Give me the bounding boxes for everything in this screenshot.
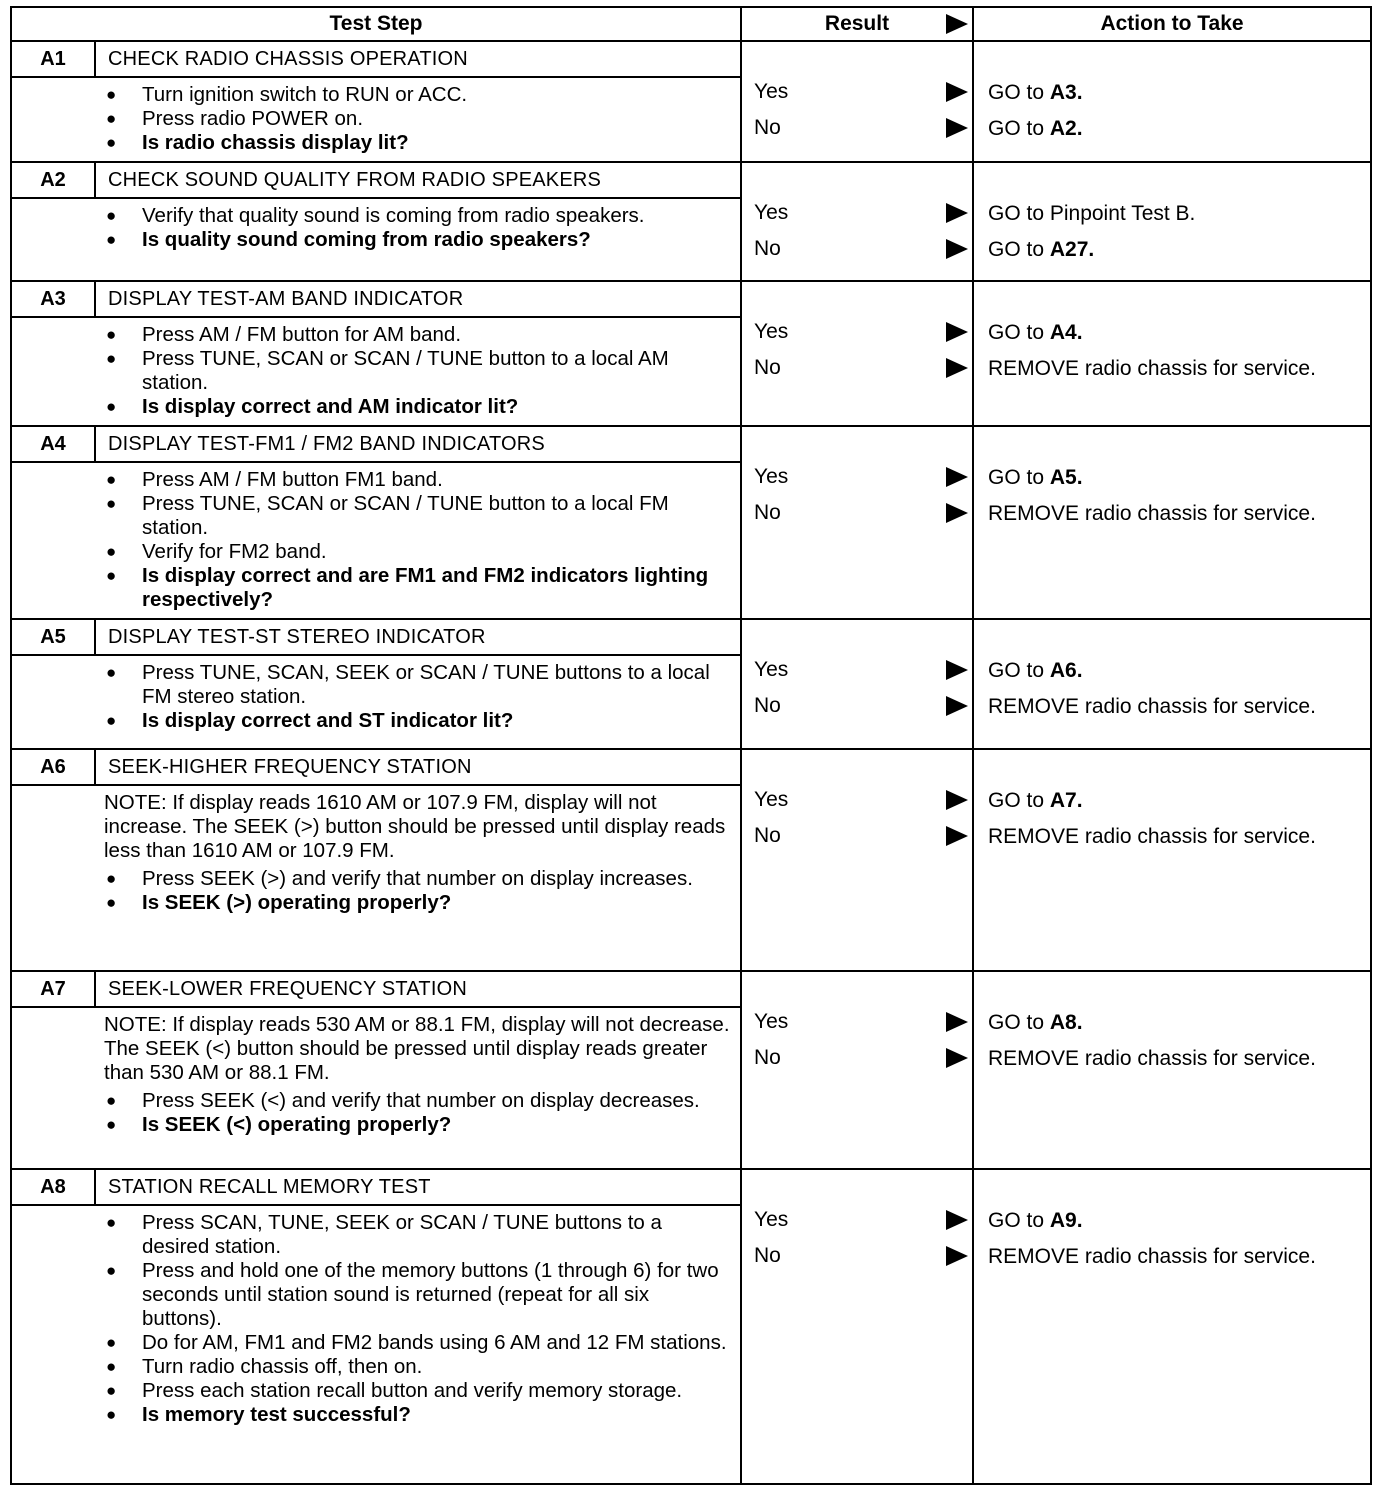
arrow-right-icon <box>946 239 968 259</box>
arrow-right-icon <box>946 14 968 34</box>
step-note: NOTE: If display reads 1610 AM or 107.9 FM, display will not increase. The SEEK (>) button should be pressed until display reads less than 1610 AM or 107.9 FM. <box>104 791 726 862</box>
action-cell <box>973 426 1371 619</box>
table-row <box>11 41 1371 162</box>
action-text: GO to <box>988 81 1050 104</box>
table-row <box>11 749 1371 971</box>
result-yes: Yes <box>754 1010 789 1033</box>
step-body <box>12 1206 740 1433</box>
step-id: A5 <box>12 620 96 654</box>
arrow-right-icon <box>946 1246 968 1266</box>
step-title: CHECK RADIO CHASSIS OPERATION <box>108 48 468 70</box>
bullet-item: ● Press TUNE, SCAN or SCAN / TUNE button to a local AM station. <box>104 347 730 395</box>
arrow-right-icon <box>946 1048 968 1068</box>
action-text: GO to <box>988 789 1050 812</box>
bullet-item: ● Press TUNE, SCAN, SEEK or SCAN / TUNE buttons to a local FM stereo station. <box>104 661 730 709</box>
test-step-cell <box>11 971 741 1169</box>
action-text: REMOVE radio chassis for service. <box>988 825 1316 848</box>
step-title: CHECK SOUND QUALITY FROM RADIO SPEAKERS <box>108 169 602 191</box>
header-result-label: Result <box>824 12 890 35</box>
result-cell <box>741 1169 973 1484</box>
arrow-right-icon <box>946 1012 968 1032</box>
action-yes <box>988 201 1362 226</box>
arrow-right-icon <box>946 1210 968 1230</box>
action-step-ref: A5. <box>1049 466 1083 489</box>
result-yes: Yes <box>754 788 789 811</box>
action-text: GO to <box>988 1011 1050 1034</box>
action-text: GO to Pinpoint Test B. <box>988 202 1196 225</box>
bullet-question: ● Is quality sound coming from radio speakers? <box>104 228 730 252</box>
test-step-cell <box>11 41 741 162</box>
step-body <box>12 78 740 161</box>
action-yes <box>988 465 1362 490</box>
test-step-cell <box>11 1169 741 1484</box>
arrow-right-icon <box>946 503 968 523</box>
bullet-question: ● Is memory test successful? <box>104 1403 730 1427</box>
bullet-item: ● Do for AM, FM1 and FM2 bands using 6 AM and 12 FM stations. <box>104 1331 730 1355</box>
bullet-list <box>104 1211 730 1427</box>
arrow-right-icon <box>946 790 968 810</box>
step-header <box>12 972 740 1008</box>
bullet-item: ● Press SEEK (<) and verify that number on display decreases. <box>104 1089 730 1113</box>
action-text: GO to <box>988 659 1050 682</box>
result-cell <box>741 426 973 619</box>
table-row <box>11 971 1371 1169</box>
bullet-list <box>104 661 730 733</box>
step-body <box>12 656 740 739</box>
step-header <box>12 427 740 463</box>
result-no: No <box>754 824 781 847</box>
result-no: No <box>754 694 781 717</box>
step-header <box>12 42 740 78</box>
step-title: DISPLAY TEST-FM1 / FM2 BAND INDICATORS <box>108 433 545 455</box>
result-no: No <box>754 237 781 260</box>
step-note: NOTE: If display reads 530 AM or 88.1 FM, display will not decrease. The SEEK (<) button should be pressed until display reads greater than 530 AM or 88.1 FM. <box>104 1013 730 1084</box>
action-text: GO to <box>988 466 1050 489</box>
step-id: A2 <box>12 163 96 197</box>
step-id: A7 <box>12 972 96 1006</box>
result-no: No <box>754 1244 781 1267</box>
arrow-right-icon <box>946 118 968 138</box>
test-step-cell <box>11 281 741 426</box>
action-step-ref: A3. <box>1049 81 1083 104</box>
bullet-list <box>104 204 730 252</box>
step-header <box>12 620 740 656</box>
test-step-cell <box>11 619 741 749</box>
header-result <box>741 7 973 41</box>
arrow-right-icon <box>946 358 968 378</box>
bullet-list <box>104 468 730 612</box>
result-no: No <box>754 501 781 524</box>
action-text: REMOVE radio chassis for service. <box>988 502 1316 525</box>
bullet-question: ● Is display correct and ST indicator lit? <box>104 709 730 733</box>
action-step-ref: A4. <box>1049 321 1083 344</box>
pinpoint-test-table <box>10 6 1372 1485</box>
result-no: No <box>754 1046 781 1069</box>
result-no: No <box>754 356 781 379</box>
action-cell <box>973 162 1371 281</box>
bullet-question: ● Is SEEK (>) operating properly? <box>104 891 730 915</box>
arrow-right-icon <box>946 696 968 716</box>
result-cell <box>741 749 973 971</box>
action-yes <box>988 80 1362 105</box>
header-test-step: Test Step <box>11 7 741 41</box>
action-text: REMOVE radio chassis for service. <box>988 1245 1316 1268</box>
bullet-item: ● Press radio POWER on. <box>104 107 730 131</box>
table-header-row <box>11 7 1371 41</box>
result-no: No <box>754 116 781 139</box>
step-title: SEEK-HIGHER FREQUENCY STATION <box>108 756 472 778</box>
action-yes <box>988 1010 1362 1035</box>
bullet-item: ● Press each station recall button and verify memory storage. <box>104 1379 730 1403</box>
action-no <box>988 116 1362 141</box>
table-row <box>11 426 1371 619</box>
step-body <box>12 786 740 921</box>
arrow-right-icon <box>946 322 968 342</box>
action-text: GO to <box>988 238 1050 261</box>
step-title: DISPLAY TEST-ST STEREO INDICATOR <box>108 626 486 648</box>
step-id: A1 <box>12 42 96 76</box>
test-step-cell <box>11 749 741 971</box>
result-yes: Yes <box>754 465 789 488</box>
step-body <box>12 318 740 425</box>
action-text: REMOVE radio chassis for service. <box>988 1047 1316 1070</box>
result-yes: Yes <box>754 80 789 103</box>
action-no <box>988 501 1362 526</box>
step-id: A6 <box>12 750 96 784</box>
bullet-item: ● Press and hold one of the memory buttons (1 through 6) for two seconds until station sound is returned (repeat for all six buttons). <box>104 1259 730 1331</box>
step-title: DISPLAY TEST-AM BAND INDICATOR <box>108 288 464 310</box>
result-cell <box>741 619 973 749</box>
action-step-ref: A6. <box>1049 659 1083 682</box>
bullet-question: ● Is SEEK (<) operating properly? <box>104 1113 730 1137</box>
action-cell <box>973 971 1371 1169</box>
step-id: A8 <box>12 1170 96 1204</box>
action-step-ref: A9. <box>1049 1209 1083 1232</box>
test-step-cell <box>11 426 741 619</box>
bullet-item: ● Turn radio chassis off, then on. <box>104 1355 730 1379</box>
step-id: A4 <box>12 427 96 461</box>
bullet-item: ● Press AM / FM button FM1 band. <box>104 468 730 492</box>
arrow-right-icon <box>946 82 968 102</box>
arrow-right-icon <box>946 660 968 680</box>
action-yes <box>988 658 1362 683</box>
action-cell <box>973 749 1371 971</box>
result-cell <box>741 162 973 281</box>
bullet-question: ● Is display correct and AM indicator lit? <box>104 395 730 419</box>
table-row <box>11 162 1371 281</box>
step-body <box>12 1008 740 1143</box>
action-cell <box>973 41 1371 162</box>
bullet-item: ● Press SEEK (>) and verify that number on display increases. <box>104 867 730 891</box>
table-body <box>11 41 1371 1484</box>
action-step-ref: A8. <box>1049 1011 1083 1034</box>
result-yes: Yes <box>754 201 789 224</box>
table-row <box>11 281 1371 426</box>
step-header <box>12 1170 740 1206</box>
bullet-item: ● Press AM / FM button for AM band. <box>104 323 730 347</box>
result-cell <box>741 971 973 1169</box>
arrow-right-icon <box>946 826 968 846</box>
step-header <box>12 750 740 786</box>
arrow-right-icon <box>946 467 968 487</box>
action-yes <box>988 1208 1362 1233</box>
action-text: GO to <box>988 1209 1050 1232</box>
action-step-ref: A27. <box>1049 238 1095 261</box>
action-no <box>988 237 1362 262</box>
action-no <box>988 824 1362 849</box>
bullet-item: ● Press SCAN, TUNE, SEEK or SCAN / TUNE buttons to a desired station. <box>104 1211 730 1259</box>
step-header <box>12 163 740 199</box>
test-step-cell <box>11 162 741 281</box>
result-yes: Yes <box>754 320 789 343</box>
action-step-ref: A2. <box>1049 117 1083 140</box>
bullet-item: ● Turn ignition switch to RUN or ACC. <box>104 83 730 107</box>
action-text: REMOVE radio chassis for service. <box>988 357 1316 380</box>
step-title: SEEK-LOWER FREQUENCY STATION <box>108 978 467 1000</box>
bullet-item: ● Verify that quality sound is coming from radio speakers. <box>104 204 730 228</box>
bullet-question: ● Is display correct and are FM1 and FM2 indicators lighting respectively? <box>104 564 730 612</box>
table-row <box>11 619 1371 749</box>
action-no <box>988 1244 1362 1269</box>
bullet-question: ● Is radio chassis display lit? <box>104 131 730 155</box>
bullet-list <box>104 867 730 915</box>
action-no <box>988 694 1362 719</box>
action-cell <box>973 619 1371 749</box>
action-no <box>988 1046 1362 1071</box>
action-text: GO to <box>988 117 1050 140</box>
diagnostic-table <box>10 6 1370 1485</box>
bullet-list <box>104 1089 730 1137</box>
step-body <box>12 463 740 618</box>
header-action: Action to Take <box>973 7 1371 41</box>
action-step-ref: A7. <box>1049 789 1083 812</box>
step-header <box>12 282 740 318</box>
action-text: GO to <box>988 321 1050 344</box>
action-no <box>988 356 1362 381</box>
step-id: A3 <box>12 282 96 316</box>
result-yes: Yes <box>754 1208 789 1231</box>
action-yes <box>988 320 1362 345</box>
table-row <box>11 1169 1371 1484</box>
bullet-item: ● Verify for FM2 band. <box>104 540 730 564</box>
result-cell <box>741 281 973 426</box>
action-text: REMOVE radio chassis for service. <box>988 695 1316 718</box>
arrow-right-icon <box>946 203 968 223</box>
step-body <box>12 199 740 258</box>
bullet-list <box>104 83 730 155</box>
result-cell <box>741 41 973 162</box>
action-yes <box>988 788 1362 813</box>
step-title: STATION RECALL MEMORY TEST <box>108 1176 431 1198</box>
action-cell <box>973 1169 1371 1484</box>
bullet-item: ● Press TUNE, SCAN or SCAN / TUNE button to a local FM station. <box>104 492 730 540</box>
bullet-list <box>104 323 730 419</box>
result-yes: Yes <box>754 658 789 681</box>
action-cell <box>973 281 1371 426</box>
